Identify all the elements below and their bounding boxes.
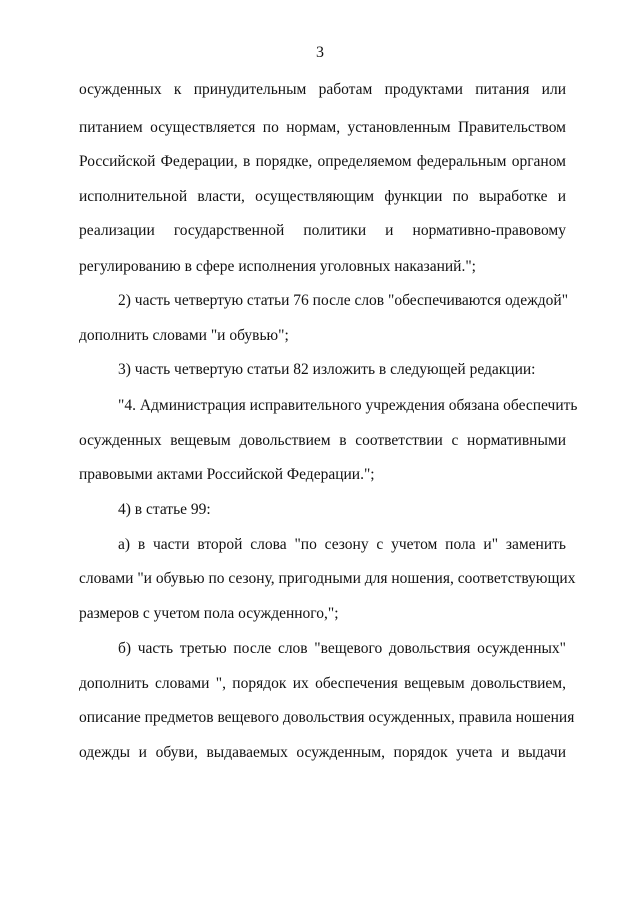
text-line: Российской Федерации, в порядке, определяемом федеральным органом	[79, 153, 566, 170]
text-line: 4) в статье 99:	[118, 501, 211, 518]
text-line: словами "и обувью по сезону, пригодными для ношения, соответствующих	[79, 570, 576, 587]
text-line: размеров с учетом пола осужденного,";	[79, 605, 339, 622]
text-line: а) в части второй слова "по сезону с учетом пола и" заменить	[118, 536, 566, 553]
text-line: дополнить словами "и обувью";	[79, 327, 289, 344]
text-line: питанием осуществляется по нормам, установленным Правительством	[79, 119, 566, 136]
page-number: 3	[316, 44, 324, 61]
text-line: 2) часть четвертую статьи 76 после слов "обеспечиваются одеждой"	[118, 292, 569, 309]
text-line: осужденных к принудительным работам продуктами питания или	[79, 81, 566, 98]
text-line: регулированию в сфере исполнения уголовных наказаний.";	[79, 258, 476, 275]
text-line: б) часть третью после слов "вещевого довольствия осужденных"	[118, 640, 566, 657]
text-line: реализации государственной политики и нормативно-правовому	[79, 222, 566, 239]
text-line: 3) часть четвертую статьи 82 изложить в следующей редакции:	[118, 361, 536, 378]
text-line: правовыми актами Российской Федерации.";	[79, 466, 375, 483]
text-line: осужденных вещевым довольствием в соответствии с нормативными	[79, 432, 566, 449]
text-line: одежды и обуви, выдаваемых осужденным, порядок учета и выдачи	[79, 744, 566, 761]
text-line: описание предметов вещевого довольствия осужденных, правила ношения	[79, 709, 575, 726]
text-line: дополнить словами ", порядок их обеспечения вещевым довольствием,	[79, 675, 566, 692]
text-line: исполнительной власти, осуществляющим функции по выработке и	[79, 188, 566, 205]
text-line: "4. Администрация исправительного учреждения обязана обеспечить	[118, 397, 578, 414]
